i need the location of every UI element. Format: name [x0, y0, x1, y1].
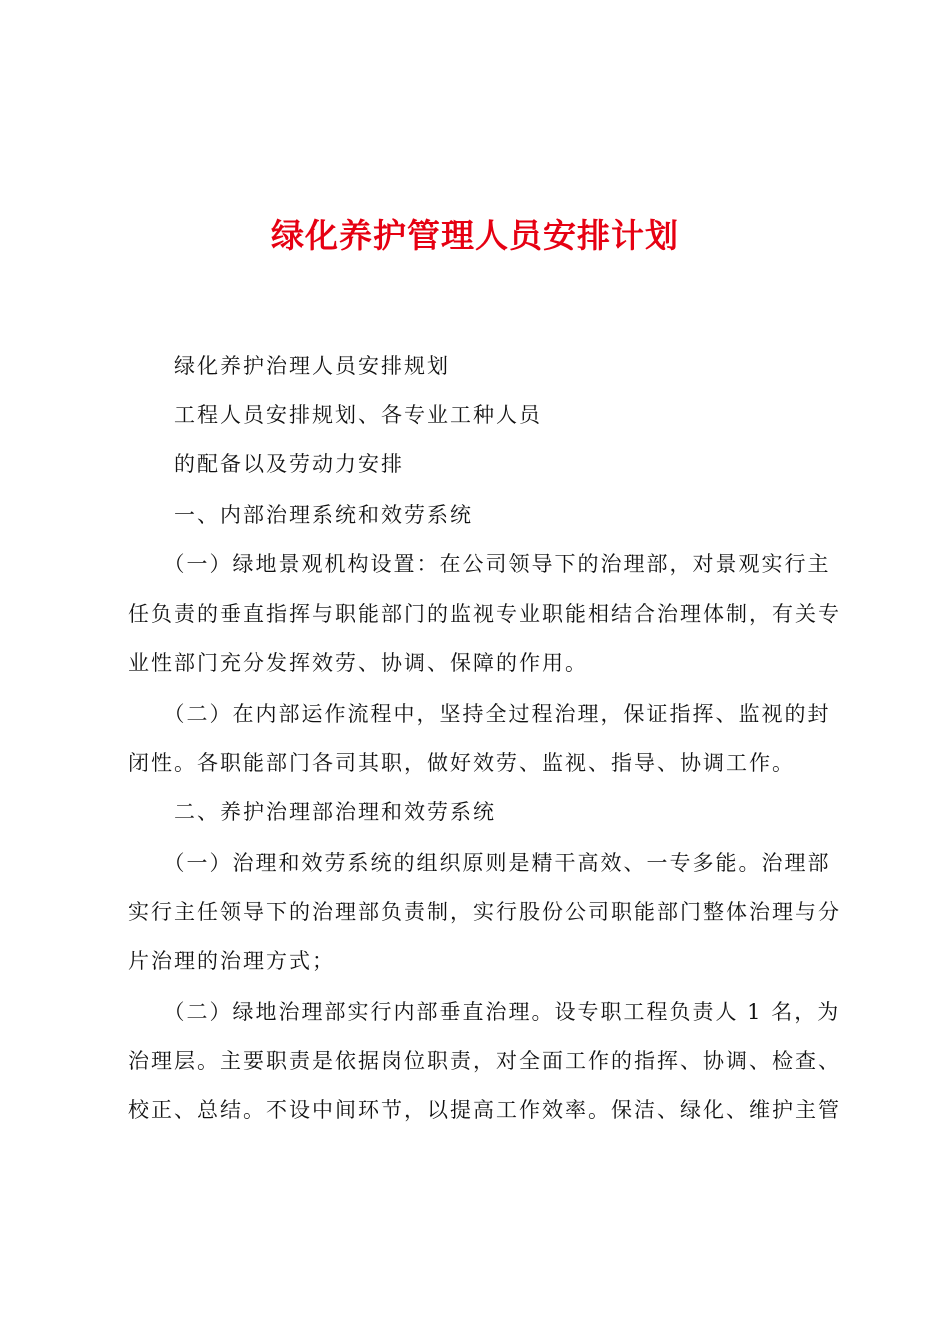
paragraph-line: 业性部门充分发挥效劳、协调、保障的作用。	[128, 651, 588, 675]
paragraph-line: （一）绿地景观机构设置：在公司领导下的治理部，对景观实行主	[128, 552, 831, 576]
paragraph-line: 的配备以及劳动力安排	[128, 452, 404, 476]
paragraph-line: 任负责的垂直指挥与职能部门的监视专业职能相结合治理体制，有关专	[128, 602, 841, 626]
paragraph-line: 工程人员安排规划、各专业工种人员	[128, 403, 542, 427]
paragraph-line: 闭性。各职能部门各司其职，做好效劳、监视、指导、协调工作。	[128, 751, 795, 775]
paragraph-line: 实行主任领导下的治理部负责制，实行股份公司职能部门整体治理与分	[128, 900, 841, 924]
section-heading: 二、养护治理部治理和效劳系统	[128, 800, 496, 824]
paragraph-line: （二）绿地治理部实行内部垂直治理。设专职工程负责人 1 名，为	[128, 1000, 841, 1024]
document-title: 绿化养护管理人员安排计划	[271, 216, 679, 255]
paragraph-line: （一）治理和效劳系统的组织原则是精干高效、一专多能。治理部	[128, 851, 831, 875]
paragraph-line: （二）在内部运作流程中，坚持全过程治理，保证指挥、监视的封	[128, 702, 831, 726]
paragraph-line: 片治理的治理方式；	[128, 949, 335, 973]
section-heading: 一、内部治理系统和效劳系统	[128, 503, 473, 527]
paragraph-line: 绿化养护治理人员安排规划	[128, 354, 450, 378]
paragraph-line: 治理层。主要职责是依据岗位职责，对全面工作的指挥、协调、检查、	[128, 1049, 841, 1073]
paragraph-line: 校正、总结。不设中间环节，以提高工作效率。保洁、绿化、维护主管	[128, 1098, 841, 1122]
